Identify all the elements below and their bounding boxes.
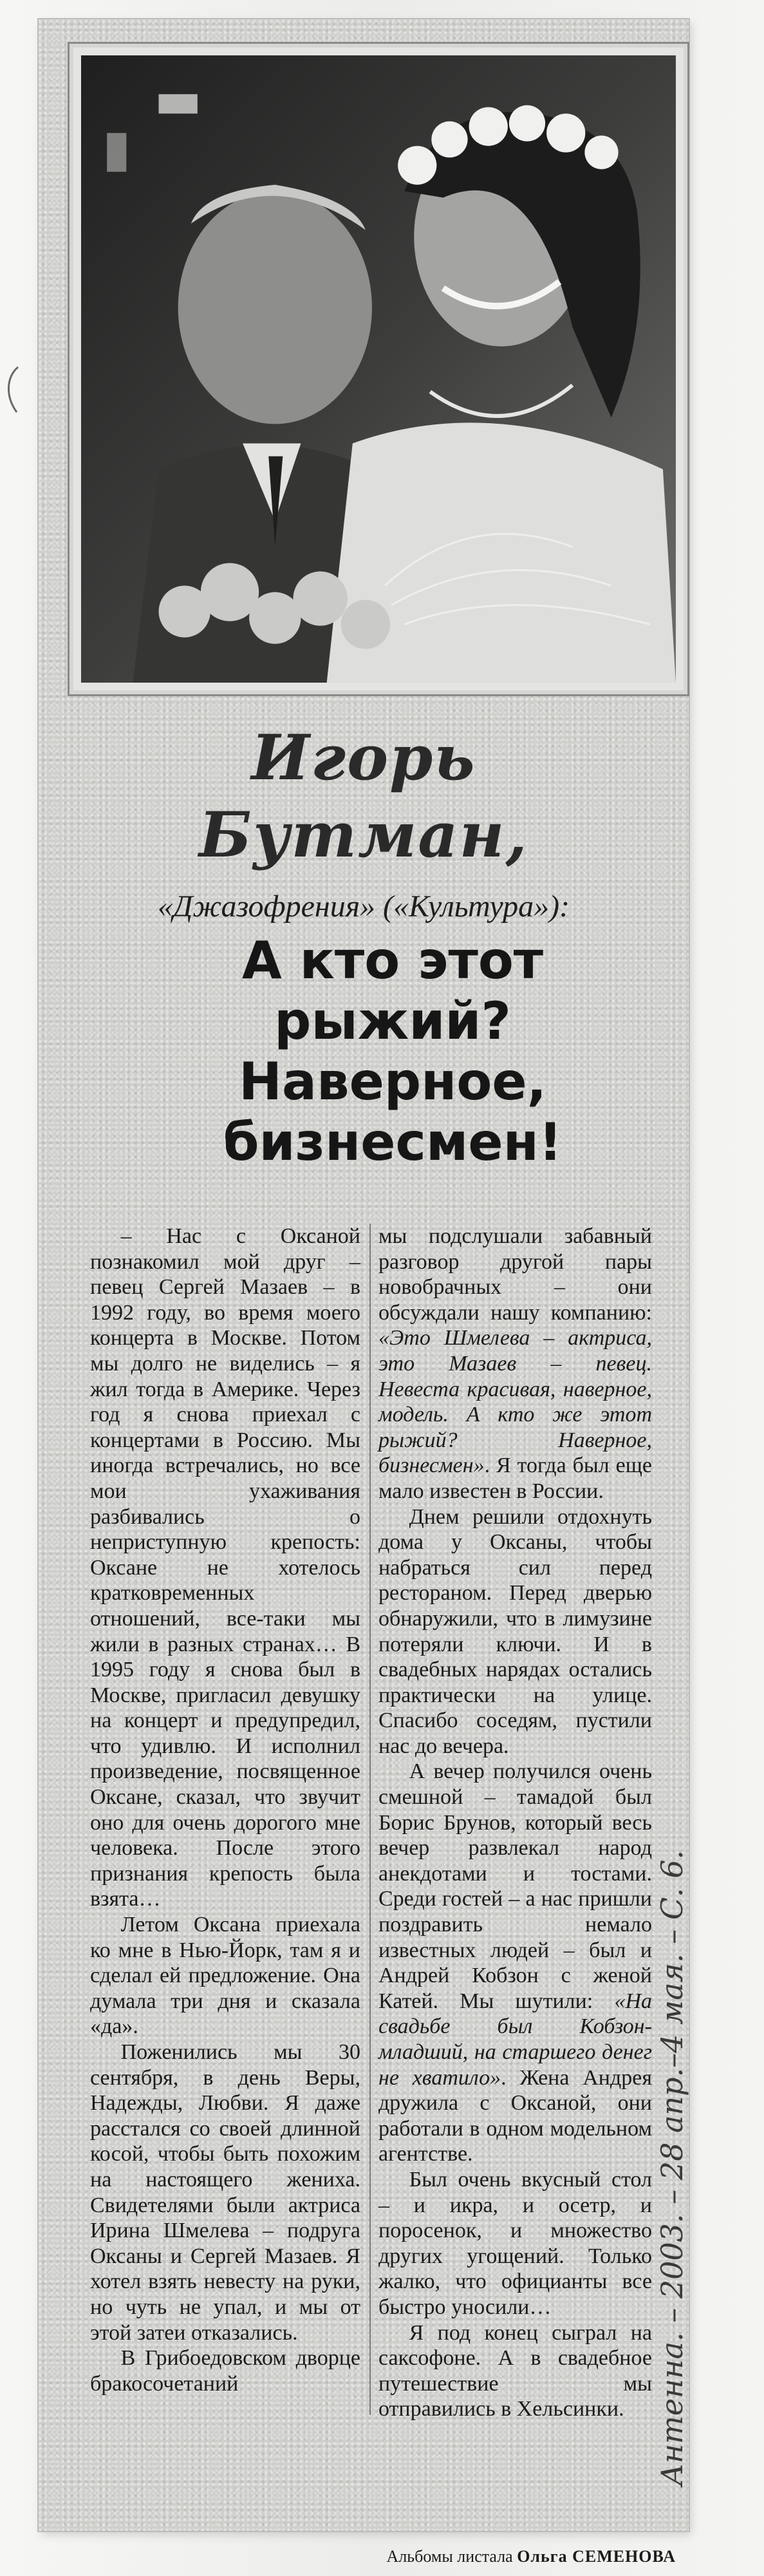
photo-frame [68,42,689,696]
credit-prefix: Альбомы листала [386,2547,513,2566]
column-divider [369,1224,371,2415]
wedding-couple-icon [81,55,676,683]
paragraph-text: . Я тогда был еще мало известен в России. [378,1454,652,1503]
paragraph: – Нас с Оксаной познакомил мой друг – певец Сергей Мазаев – в 1992 году, во время моего концерта в Москве. Потом мы долго не виделись – я жил тогда в Америке. Через год я снова приехал с концертами в Россию. Мы иногда встречались, но все мои ухаживания разбивались о неприступную крепость: Оксане не хотелось кратковременных отношений, все-таки мы жили в разных странах… В 1995 году я снова был в Москве, пригласил девушку на концерт и предупредил, что удивлю. И исполнил произведение, посвященное Оксане, сказал, что звучит оно для очень дорогого мне человека. После этого признания крепость была взята… [90,1224,360,1911]
quote-text: «Это Шмелева – актриса, это Мазаев – певец. Невеста красивая, наверное, модель. А кто же этот рыжий? Наверное, бизнесмен» [378,1326,652,1478]
credit-author: Ольга СЕМЕНОВА [517,2547,676,2566]
paragraph: Я под конец сыграл на саксофоне. А в свадебное путешествие мы отправились в Хельсинки. [378,2320,652,2421]
wedding-photo [81,55,676,683]
quote-line: А кто этот [241,931,544,990]
paragraph: Летом Оксана приехала ко мне в Нью-Йорк, там я и сделал ей предложение. Она думала три дня и сказала «да». [90,1913,360,2039]
quote-line: Наверное, [239,1052,546,1112]
photo-credit [270,2547,676,2566]
paragraph-text: мы подслушали забавный разговор другой пары новобрачных – они обсуждали нашу компанию: [378,1224,652,1325]
paragraph: Был очень вкусный стол – и икра, и осетр, и поросенок, и множество других угощений. Только жалко, что официанты все быстро уносили… [378,2167,652,2319]
paragraph-text: . Жена Андрея дружила с Оксаной, они работали в одном модельном агентстве. [378,2065,652,2166]
paragraph-text: А вечер получился очень смешной – тамадой был Борис Брунов, который весь вечер развлекал народ анекдотами и тостами. Среди гостей – а нас пришли поздравить немало известных людей – был и Андрей Кобзон с женой Катей. Мы шутили: [378,1759,652,2013]
article-column-1 [90,1224,360,2396]
paragraph: Поженились мы 30 сентября, в день Веры, Надежды, Любви. Я даже расстался со своей длинной косой, чтобы быть похожим на настоящего жениха. Свидетелями были актриса Ирина Шмелева – подруга Оксаны и Сергей Мазаев. Я хотел взять невесту на руки, но чуть не упал, и мы от этой затеи отказались. [90,2040,360,2345]
margin-pencil-mark [0,361,26,419]
handwritten-source-note [649,1443,700,2499]
quote-line: рыжий? [274,991,511,1051]
quote-text: «На свадьбе был Кобзон-младший, на старшего денег не хватило» [378,1989,652,2090]
handwriting-text: Антенна. – 2003. – 28 апр.–4 мая. – С. 6. [655,1850,689,2486]
paragraph [378,1759,652,2167]
quote-title [116,931,669,1173]
paragraph: В Грибоедовском дворце бракосочетаний [90,2346,360,2396]
article-column-2 [378,1224,652,2422]
paragraph [378,1224,652,1504]
headline-first-name: Игорь [251,721,476,794]
headline-last-name: Бутман, [199,799,528,871]
headline-subtitle: «Джазофрения» («Культура»): [157,889,570,923]
quote-line: бизнесмен! [223,1112,563,1172]
paragraph: Днем решили отдохнуть дома у Оксаны, чтобы набраться сил перед рестораном. Перед дверью обнаружили, что в лимузине потеряли ключи. И в свадебных нарядах остались практически на улице. Спасибо соседям, пустили нас до вечера. [378,1504,652,1758]
